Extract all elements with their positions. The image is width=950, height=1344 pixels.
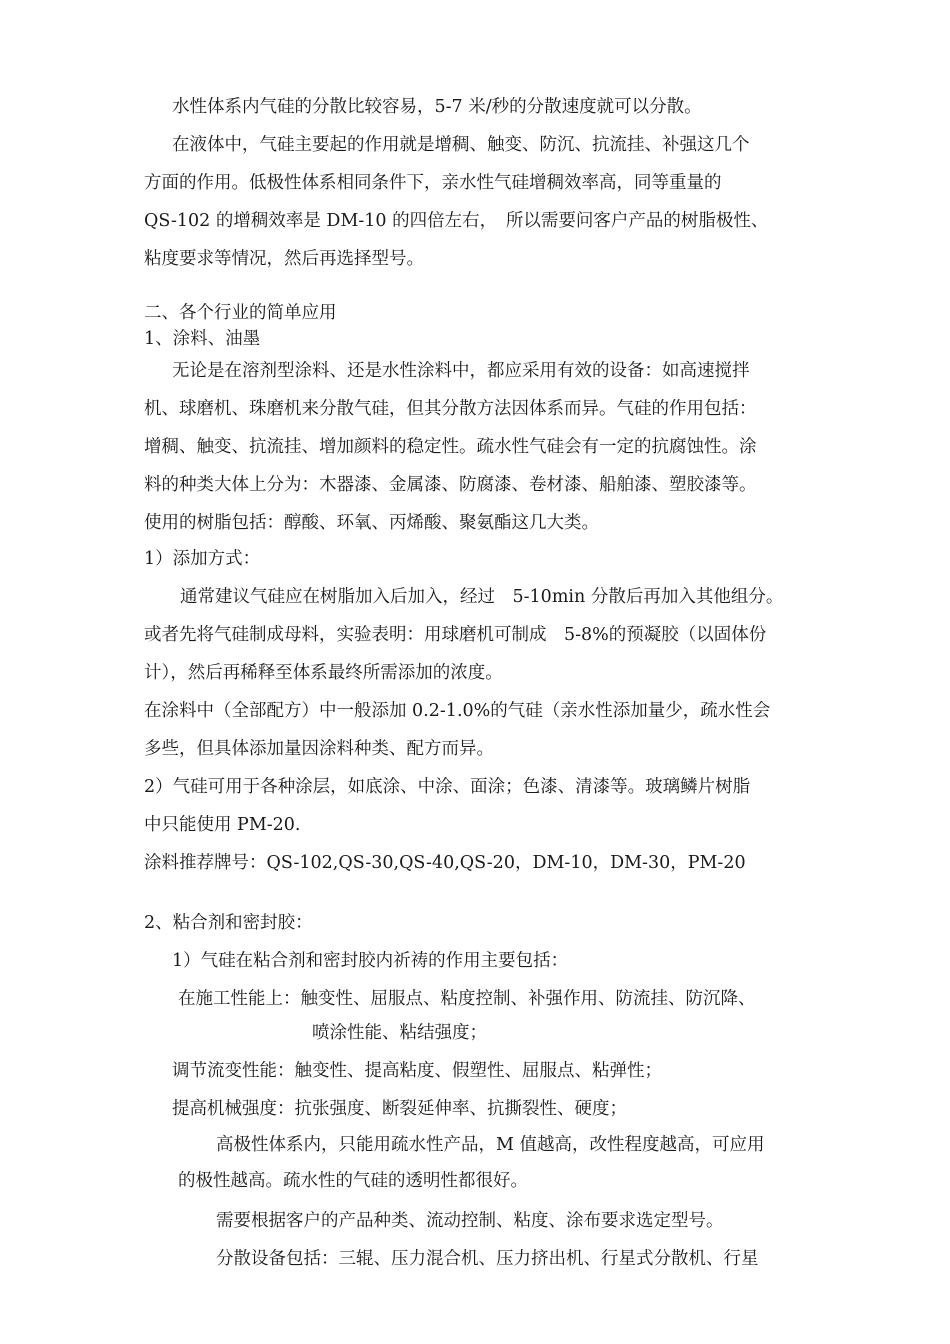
usage-line: 中只能使用 PM-20.	[144, 815, 301, 835]
addition-method-line: 通常建议气硅应在树脂加入后加入，经过 5-10min 分散后再加入其他组分。	[180, 587, 784, 607]
adhesives-item-heading: 1）气硅在粘合剂和密封胶内祈祷的作用主要包括：	[172, 951, 569, 971]
subsection-heading-coatings: 1、涂料、油墨	[144, 329, 261, 349]
intro-paragraph-line: 在液体中，气硅主要起的作用就是增稠、触变、防沉、抗流挂、补强这几个	[172, 135, 750, 155]
coatings-paragraph-line: 无论是在溶剂型涂料、还是水性涂料中，都应采用有效的设备：如高速搅拌	[172, 361, 750, 381]
item-heading-addition-method: 1）添加方式：	[144, 549, 261, 569]
rheology-line: 调节流变性能：触变性、提高粘度、假塑性、屈服点、粘弹性；	[172, 1061, 662, 1081]
mechanical-strength-line: 提高机械强度：抗张强度、断裂延伸率、抗撕裂性、硬度；	[172, 1099, 627, 1119]
polar-system-line: 的极性越高。疏水性的气硅的透明性都很好。	[178, 1171, 528, 1191]
section-heading: 二、各个行业的简单应用	[144, 303, 337, 323]
usage-line: 2）气硅可用于各种涂层，如底涂、中涂、面涂；色漆、清漆等。玻璃鳞片树脂	[144, 777, 751, 797]
recommended-grades: 涂料推荐牌号：QS-102,QS-30,QS-40,QS-20，DM-10，DM-30，PM-20	[144, 853, 746, 873]
intro-paragraph-line: 方面的作用。低极性体系相同条件下，亲水性气硅增稠效率高，同等重量的	[144, 173, 722, 193]
construction-performance-line: 在施工性能上：触变性、屈服点、粘度控制、补强作用、防流挂、防沉降、	[178, 989, 756, 1009]
model-selection-line: 需要根据客户的产品种类、流动控制、粘度、涂布要求选定型号。	[216, 1211, 724, 1231]
construction-performance-line: 喷涂性能、粘结强度；	[312, 1023, 487, 1043]
dosage-line: 在涂料中（全部配方）中一般添加 0.2-1.0%的气硅（亲水性添加量少，疏水性会	[144, 701, 771, 721]
coatings-paragraph-line: 增稠、触变、抗流挂、增加颜料的稳定性。疏水性气硅会有一定的抗腐蚀性。涂	[144, 437, 757, 457]
subsection-heading-adhesives: 2、粘合剂和密封胶：	[144, 913, 313, 933]
coatings-paragraph-line: 料的种类大体上分为：木器漆、金属漆、防腐漆、卷材漆、船舶漆、塑胶漆等。	[144, 475, 757, 495]
intro-paragraph-line: 粘度要求等情况，然后再选择型号。	[144, 249, 424, 269]
intro-paragraph-line: QS-102 的增稠效率是 DM-10 的四倍左右， 所以需要问客户产品的树脂极性、	[144, 211, 769, 231]
addition-method-line: 计），然后再稀释至体系最终所需添加的浓度。	[144, 663, 503, 683]
dosage-line: 多些，但具体添加量因涂料种类、配方而异。	[144, 739, 494, 759]
addition-method-line: 或者先将气硅制成母料，实验表明：用球磨机可制成 5-8%的预凝胶（以固体份	[144, 625, 767, 645]
coatings-paragraph-line: 机、球磨机、珠磨机来分散气硅，但其分散方法因体系而异。气硅的作用包括：	[144, 399, 757, 419]
dispersion-equipment-line: 分散设备包括：三辊、压力混合机、压力挤出机、行星式分散机、行星	[216, 1249, 759, 1269]
intro-line: 水性体系内气硅的分散比较容易，5-7 米/秒的分散速度就可以分散。	[172, 97, 702, 117]
polar-system-line: 高极性体系内，只能用疏水性产品，M 值越高，改性程度越高，可应用	[216, 1135, 765, 1155]
coatings-paragraph-line: 使用的树脂包括：醇酸、环氧、丙烯酸、聚氨酯这几大类。	[144, 513, 599, 533]
